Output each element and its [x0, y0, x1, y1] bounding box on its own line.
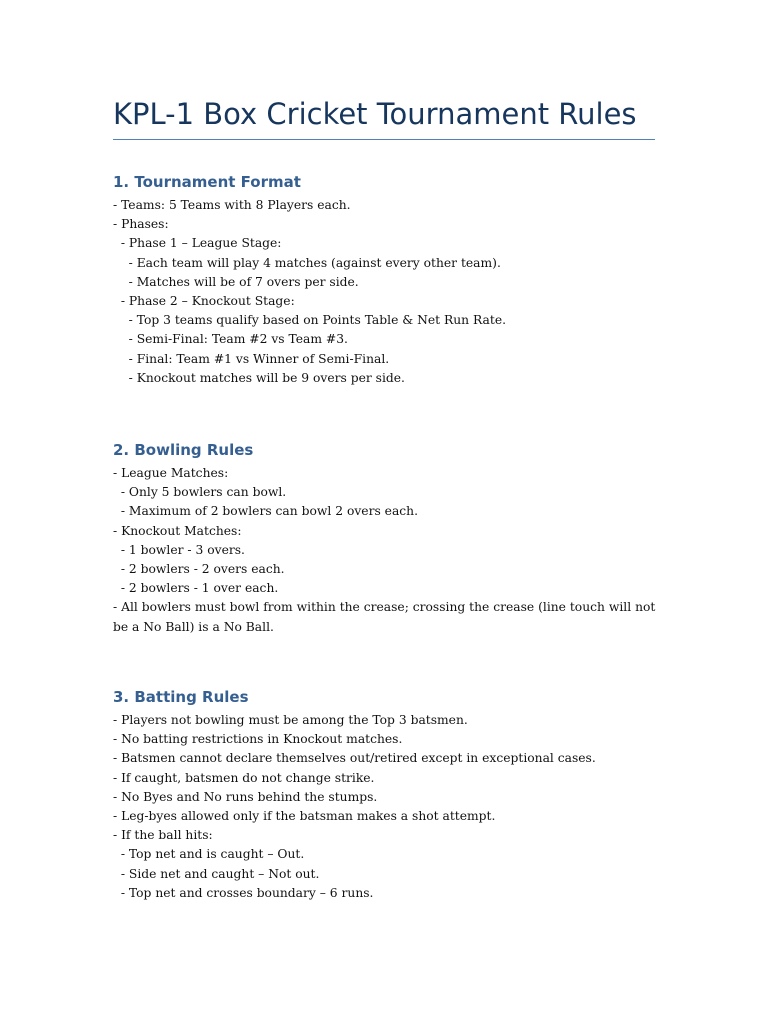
rule-line: - Only 5 bowlers can bowl. — [113, 485, 287, 500]
rules-list — [113, 464, 673, 637]
rule-line: - No Byes and No runs behind the stumps. — [113, 789, 378, 804]
rule-line: - Teams: 5 Teams with 8 Players each. — [113, 198, 351, 212]
rule-line: - Side net and caught – Not out. — [113, 866, 320, 881]
rule-line: - Top net and is caught – Out. — [113, 847, 305, 862]
rules-list — [113, 711, 673, 903]
rule-line: - Knockout Matches: — [113, 523, 242, 538]
title-underline — [113, 139, 655, 140]
rule-line: - Each team will play 4 matches (against every other team). — [113, 255, 501, 270]
rule-line: - Maximum of 2 bowlers can bowl 2 overs each. — [113, 504, 419, 519]
rule-line: - Top net and crosses boundary – 6 runs. — [113, 885, 374, 900]
rule-line: - Phase 1 – League Stage: — [113, 236, 282, 251]
section-tournament-format — [113, 168, 673, 388]
rule-line: - 2 bowlers - 2 overs each. — [113, 562, 285, 577]
section-bowling-rules — [113, 436, 673, 637]
section-heading: 2. Bowling Rules — [113, 441, 254, 459]
rule-line: - Matches will be of 7 overs per side. — [113, 274, 359, 289]
rule-line: - League Matches: — [113, 466, 229, 480]
rule-line: - All bowlers must bowl from within the crease; crossing the crease (line touch will not be a No Ball) is a No Ball. — [113, 600, 660, 634]
rule-line: - Phase 2 – Knockout Stage: — [113, 294, 295, 309]
rule-line: - Final: Team #1 vs Winner of Semi-Final. — [113, 351, 390, 366]
rule-line: - Batsmen cannot declare themselves out/retired except in exceptional cases. — [113, 751, 596, 766]
section-heading: 3. Batting Rules — [113, 688, 249, 706]
rule-line: - Players not bowling must be among the Top 3 batsmen. — [113, 713, 468, 727]
section-batting-rules — [113, 683, 673, 903]
rule-line: - If the ball hits: — [113, 828, 213, 843]
rule-line: - Phases: — [113, 217, 169, 232]
rule-line: - 2 bowlers - 1 over each. — [113, 581, 279, 596]
document-title: KPL-1 Box Cricket Tournament Rules — [113, 97, 637, 131]
rule-line: - 1 bowler - 3 overs. — [113, 542, 245, 557]
section-heading: 1. Tournament Format — [113, 173, 301, 191]
rule-line: - If caught, batsmen do not change strike. — [113, 770, 375, 785]
rule-line: - No batting restrictions in Knockout matches. — [113, 732, 403, 747]
rule-line: - Semi-Final: Team #2 vs Team #3. — [113, 332, 348, 347]
rule-line: - Knockout matches will be 9 overs per side. — [113, 370, 405, 385]
rules-list — [113, 196, 673, 388]
rule-line: - Top 3 teams qualify based on Points Table & Net Run Rate. — [113, 313, 507, 328]
rule-line: - Leg-byes allowed only if the batsman makes a shot attempt. — [113, 809, 496, 824]
